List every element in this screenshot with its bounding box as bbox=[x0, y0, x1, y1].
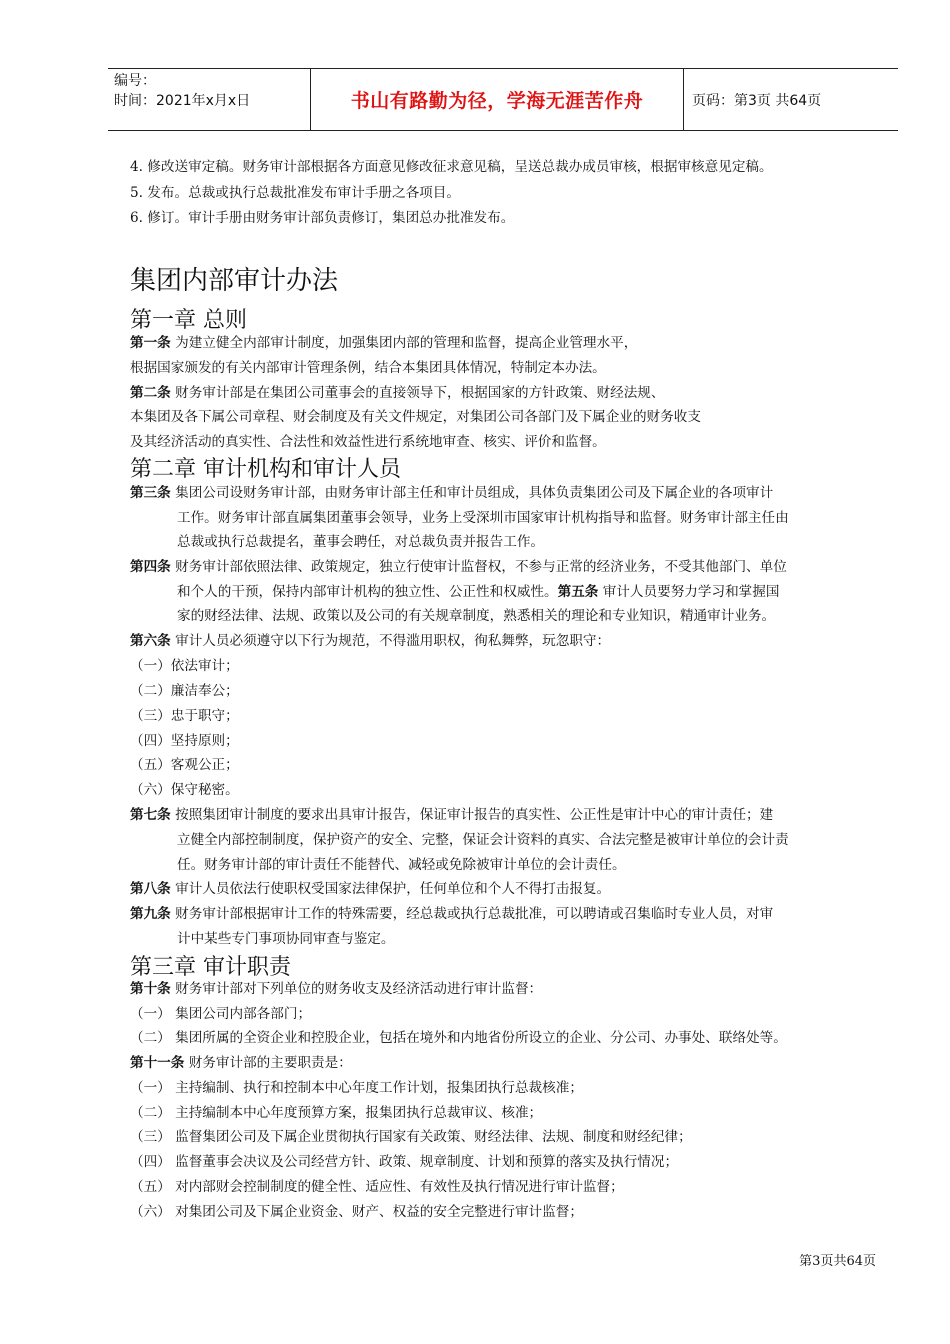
article-label: 第六条 bbox=[130, 633, 171, 649]
list-item: （六） 对集团公司及下属企业资金、财产、权益的安全完整进行审计监督； bbox=[130, 1204, 583, 1220]
list-item: （二）廉洁奉公； bbox=[130, 683, 239, 699]
date-line: 时间：2021年x月x日 bbox=[114, 93, 251, 109]
article-line bbox=[130, 880, 610, 898]
article-label: 第十一条 bbox=[130, 1055, 185, 1071]
article-text: 审计人员依法行使职权受国家法律保护，任何单位和个人不得打击报复。 bbox=[175, 881, 611, 897]
chapter-heading: 第三章 审计职责 bbox=[130, 955, 291, 980]
article-line bbox=[130, 1054, 352, 1072]
list-item: （一）依法审计； bbox=[130, 658, 239, 674]
article-line: 总裁或执行总裁提名，董事会聘任，对总裁负责并报告工作。 bbox=[177, 534, 545, 550]
list-item: （一） 主持编制、执行和控制本中心年度工作计划，报集团执行总裁核准； bbox=[130, 1080, 583, 1096]
page-footer: 第3页共64页 bbox=[799, 1254, 876, 1269]
list-item: （五） 对内部财会控制制度的健全性、适应性、有效性及执行情况进行审计监督； bbox=[130, 1179, 624, 1195]
article-line bbox=[130, 632, 610, 650]
article-line bbox=[130, 334, 637, 352]
header-motto: 书山有路勤为径，学海无涯苦作舟 bbox=[310, 69, 684, 130]
list-item: （四）坚持原则； bbox=[130, 733, 239, 749]
header-page-info: 页码：第3页 共64页 bbox=[692, 92, 822, 109]
article-text: 财务审计部的主要职责是： bbox=[188, 1055, 352, 1071]
article-text: 财务审计部依照法律、政策规定，独立行使审计监督权，不参与正常的经济业务，不受其他部门、单位 bbox=[175, 559, 787, 575]
serial-label: 编号： bbox=[114, 73, 156, 89]
article-line bbox=[130, 980, 542, 998]
article-text: 审计人员必须遵守以下行为规范，不得滥用职权，徇私舞弊，玩忽职守： bbox=[175, 633, 611, 649]
list-item: （二） 主持编制本中心年度预算方案，报集团执行总裁审议、核准； bbox=[130, 1105, 543, 1121]
article-line: 本集团及各下属公司章程、财会制度及有关文件规定，对集团公司各部门及下属企业的财务收支 bbox=[130, 409, 701, 425]
procedure-step: 5. 发布。总裁或执行总裁批准发布审计手册之各项目。 bbox=[130, 185, 460, 201]
chapter-heading: 第一章 总则 bbox=[130, 308, 247, 333]
article-line: 立健全内部控制制度，保护资产的安全、完整，保证会计资料的真实、合法完整是被审计单位的会计责 bbox=[177, 832, 789, 848]
list-item: （六）保守秘密。 bbox=[130, 782, 239, 798]
list-item: （二） 集团所属的全资企业和控股企业，包括在境外和内地省份所设立的企业、分公司、办事处、联络处等。 bbox=[130, 1030, 787, 1046]
list-item: （四） 监督董事会决议及公司经营方针、政策、规章制度、计划和预算的落实及执行情况； bbox=[130, 1154, 679, 1170]
article-line bbox=[130, 905, 773, 923]
procedure-step: 4. 修改送审定稿。财务审计部根据各方面意见修改征求意见稿，呈送总裁办成员审核，根据审核意见定稿。 bbox=[130, 159, 773, 175]
list-item: （五）客观公正； bbox=[130, 757, 239, 773]
list-item: （三） 监督集团公司及下属企业贯彻执行国家有关政策、财经法律、法规、制度和财经纪律； bbox=[130, 1129, 692, 1145]
article-text: 财务审计部根据审计工作的特殊需要，经总裁或执行总裁批准，可以聘请或召集临时专业人员，对审 bbox=[175, 906, 774, 922]
article-text: 集团公司设财务审计部，由财务审计部主任和审计员组成，具体负责集团公司及下属企业的各项审计 bbox=[175, 485, 774, 501]
article-line bbox=[130, 558, 787, 576]
article-label: 第十条 bbox=[130, 981, 171, 997]
article-label: 第八条 bbox=[130, 881, 171, 897]
article-line: 计中某些专门事项协同审查与鉴定。 bbox=[177, 931, 395, 947]
list-item: （一） 集团公司内部各部门； bbox=[130, 1006, 312, 1022]
article-line bbox=[130, 484, 773, 502]
article-line bbox=[130, 806, 773, 824]
article-line: 及其经济活动的真实性、合法性和效益性进行系统地审查、核实、评价和监督。 bbox=[130, 434, 606, 450]
article-line bbox=[130, 384, 664, 402]
article-line: 工作。财务审计部直属集团董事会领导，业务上受深圳市国家审计机构指导和监督。财务审计部主任由 bbox=[177, 510, 789, 526]
article-text: 按照集团审计制度的要求出具审计报告，保证审计报告的真实性、公正性是审计中心的审计责任；建 bbox=[175, 807, 774, 823]
article-line: 根据国家颁发的有关内部审计管理条例，结合本集团具体情况，特制定本办法。 bbox=[130, 360, 606, 376]
article-text: 为建立健全内部审计制度，加强集团内部的管理和监督，提高企业管理水平， bbox=[175, 335, 638, 351]
procedure-step: 6. 修订。审计手册由财务审计部负责修订，集团总办批准发布。 bbox=[130, 210, 515, 226]
article-text: 财务审计部是在集团公司董事会的直接领导下，根据国家的方针政策、财经法规、 bbox=[175, 385, 665, 401]
doc-title: 集团内部审计办法 bbox=[130, 266, 339, 296]
article-line bbox=[177, 583, 779, 601]
article-label: 第二条 bbox=[130, 385, 171, 401]
article-label: 第四条 bbox=[130, 559, 171, 575]
article-line: 任。财务审计部的审计责任不能替代、减轻或免除被审计单位的会计责任。 bbox=[177, 857, 626, 873]
chapter-heading: 第二章 审计机构和审计人员 bbox=[130, 457, 401, 482]
article-label: 第三条 bbox=[130, 485, 171, 501]
article-label: 第一条 bbox=[130, 335, 171, 351]
article-text: 和个人的干预，保持内部审计机构的独立性、公正性和权威性。 bbox=[177, 584, 558, 600]
article-line: 家的财经法律、法规、政策以及公司的有关规章制度，熟悉相关的理论和专业知识，精通审计业务。 bbox=[177, 608, 776, 624]
header-left-cell bbox=[108, 69, 310, 130]
article-text: 财务审计部对下列单位的财务收支及经济活动进行审计监督： bbox=[175, 981, 543, 997]
article-label: 第九条 bbox=[130, 906, 171, 922]
page-header bbox=[108, 68, 898, 131]
list-item: （三）忠于职守； bbox=[130, 708, 239, 724]
article-label: 第五条 bbox=[557, 584, 599, 600]
article-label: 第七条 bbox=[130, 807, 171, 823]
article-text: 审计人员要努力学习和掌握国 bbox=[602, 584, 780, 600]
